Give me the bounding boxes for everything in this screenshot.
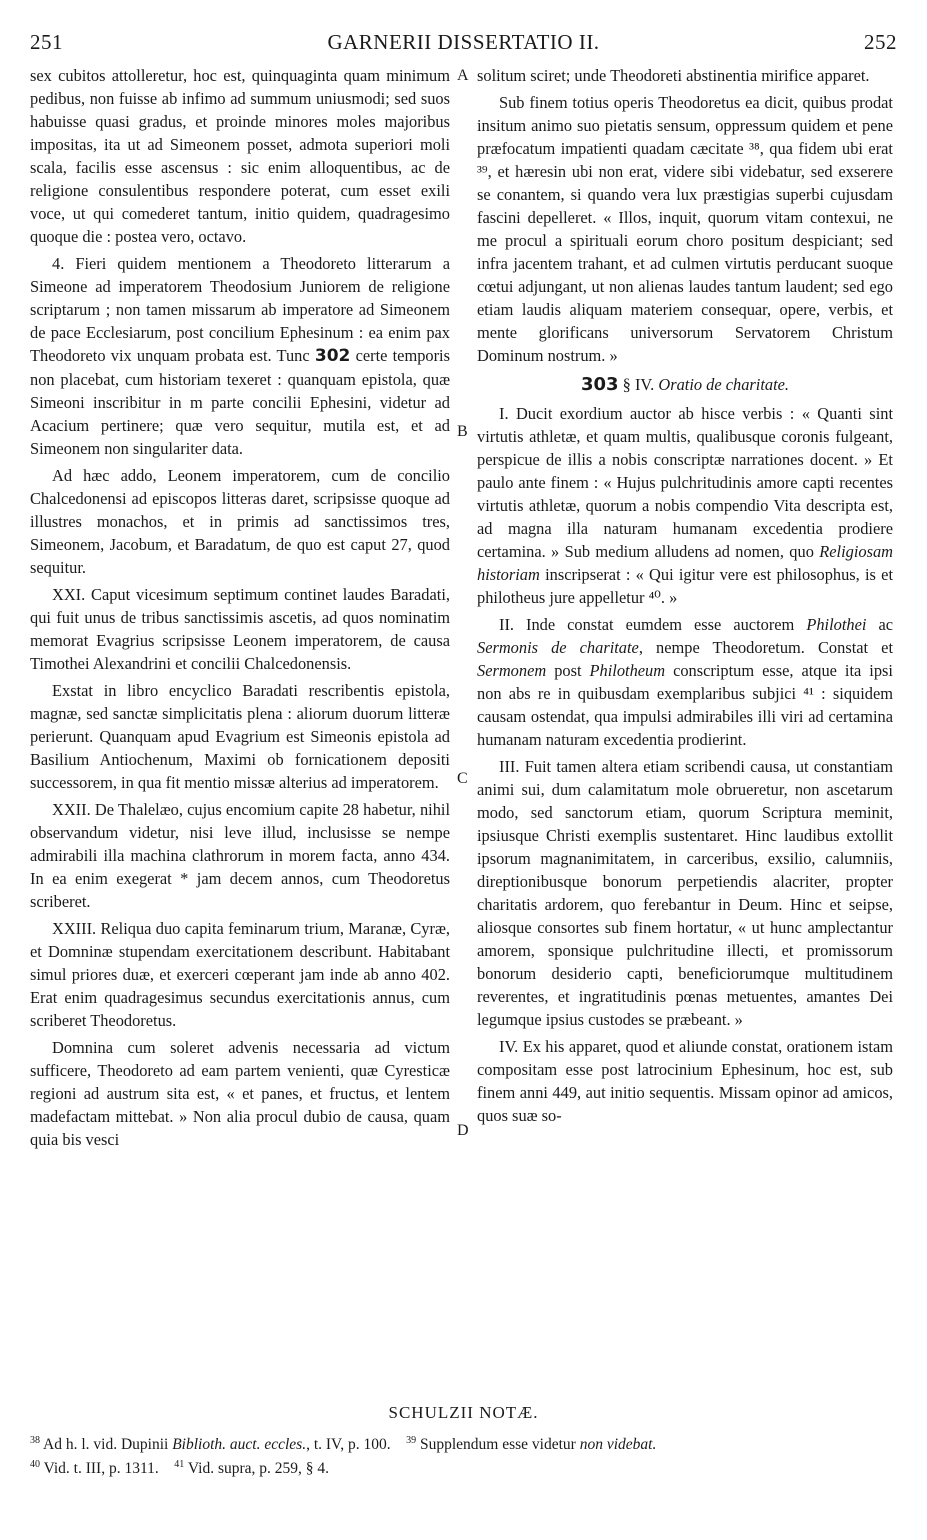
- footnote-line-2: [30, 1455, 897, 1479]
- running-header: [30, 30, 897, 64]
- footnote-41-text: Vid. supra, p. 259, § 4.: [187, 1460, 330, 1478]
- right-paragraph-2: Sub finem totius operis Theodoretus ea dicit, quibus prodat insitum animo suo pietatis sensum, oppressum quidem et pene præfocatum impatienti quadam cæcitate ³⁸, qua fidem ubi erat ³⁹, et hæresin ubi non erat, videre sibi videbatur, sed exserere se conantem, si quando vera lux præstigias superbi cujusdam fascini depelleret. « Illos, inquit, quorum vitam contexui, ne me procul a spirituali eorum choro positum despiciant; sed infra jacentem trahant, et ad culmen virtutis perducant suoque cœtui adjungant, ut non alienas laudes tantum laudent; sed ego etiam laudis aliquam materiem consequar, opere, verbis, et mente glorificans universorum Servatorem Christum Dominum nostrum. »: [477, 93, 893, 365]
- footnote-40-number: 40: [30, 1459, 40, 1471]
- right-paragraph-1: solitum sciret; unde Theodoreti abstinentia mirifice apparet.: [477, 66, 870, 85]
- footnote-38-text-a: Ad h. l. vid. Dupinii: [43, 1436, 169, 1454]
- left-paragraph-4: XXI. Caput vicesimum septimum continet laudes Baradati, qui fuit unus de tribus sanctissimis ascetis, ad quos nominatim memorat Evagrius scripsisse Leonem imperatorem, de causa Timothei Alexandrini et concilii Chalcedonensis.: [30, 585, 450, 673]
- left-paragraph-1: sex cubitos attolleretur, hoc est, quinquaginta quam minimum pedibus, non fuisse ab infimo ad summum uniusmodi; sed suos habuisse quasi gradus, et proinde minores moles majoribus impositas, ita ut ad Simeonem posset, admota superiori moli scala, facilis esse ascensus : sic enim alloquentibus, ac de religione consulentibus respondere poterat, cum esset exili voce, ut qui comederet tantum, initio quidem, quadragesimo quoque die : postea vero, octavo.: [30, 66, 450, 246]
- footnote-39-number: 39: [406, 1435, 417, 1446]
- footnote-39-italic: non videbat.: [579, 1436, 657, 1454]
- footnote-38-italic: Biblioth. auct. eccles.: [172, 1436, 307, 1454]
- left-paragraph-3: Ad hæc addo, Leonem imperatorem, cum de concilio Chalcedonensi ad episcopos litteras daret, scripsisse quoque ad illustres monachos, et in primis ad sanctissimos tres, Simeonem, Jacobum, et Baradatum, de quo est caput 27, quod sequitur.: [30, 466, 450, 577]
- right-paragraph-4: [477, 613, 893, 751]
- margin-marker-b: B: [457, 423, 468, 440]
- right-paragraph-4-text-d: post: [554, 661, 582, 680]
- right-paragraph-3-text-b: inscripserat : « Qui igitur vere est philosophus, is et philotheus jure appelletur ⁴⁰. »: [477, 565, 893, 607]
- left-paragraph-2-text-a: 4. Fieri quidem mentionem a Theodoreto litterarum a Simeone ad imperatorem Theodosium Juniorem de religione scriptarum ; non tamen missarum ab imperatore ad Simeonem de pace Ecclesiarum, post concilium Ephesinum : ea enim pax Theodoreto vix unquam probata est. Tunc: [30, 254, 450, 365]
- margin-marker-a: A: [457, 67, 469, 84]
- left-column: [30, 64, 450, 1155]
- left-paragraph-7: XXIII. Reliqua duo capita feminarum trium, Maranæ, Cyræ, et Domninæ stupendam exercitationem describunt. Habitabant simul priores duæ, et exerceri cœperant jam inde ab anno 402. Erat enim quadragesimus secundus exercitationis annus, cum scriberet Theodoretus.: [30, 919, 450, 1030]
- right-paragraph-3-italic: Religiosam historiam: [477, 542, 893, 584]
- section-symbol: § IV.: [622, 375, 655, 394]
- right-paragraph-4-text-e: conscriptum esse, atque ita ipsi non abs re in quibusdam exemplaribus subjici ⁴¹ : siquidem causam ostendat, qua impulsi admirabiles illi viri ad certamina humanam naturam excedentia prodierint.: [477, 661, 893, 749]
- right-paragraph-4-text-b: ac: [878, 615, 893, 634]
- right-paragraph-4-italic-2: Sermonis de charitate: [477, 638, 639, 657]
- footnotes: [30, 1431, 897, 1479]
- right-paragraph-3: [477, 402, 893, 609]
- right-paragraph-4-italic-4: Philotheum: [589, 661, 666, 680]
- right-paragraph-5: III. Fuit tamen altera etiam scribendi causa, ut constantiam animi sui, dum calamitatum mole obrueretur, non ascetarum modo, sed sanctorum etiam, quorum Scriptura meminit, ipsiusque Christi exemplis sustentaret. Hinc laudibus extollit ipsorum magnanimitatem, in carceribus, exsilio, calumniis, direptionibusque bonorum perpetiendis alacriter, propter charitatis ardorem, quo ferebantur in Deum. Hinc et seipse, aliosque consortes sub finem hortatur, « ut hunc amplectantur amorem, sponsique pulchritudine illecti, et promissorum bonorum desiderio capti, beneficiorumque multitudinem reverentes, et ingratitudinis pœnas metuentes, amantes Dei legumque ipsius custodes se præbeant. »: [477, 757, 893, 1029]
- page-number-right: 252: [864, 30, 897, 54]
- footnote-38-text-b: , t. IV, p. 100.: [306, 1436, 391, 1454]
- footnote-41-number: 41: [174, 1459, 185, 1471]
- left-paragraph-6: XXII. De Thalelæo, cujus encomium capite 28 habetur, nihil observandum videtur, nisi leve illud, inclusisse se nempe admirabili illa machina clathrorum in morem facta, anno 434. In ea enim exegerat * jam decem annos, cum Theodoretus scriberet.: [30, 800, 450, 911]
- margin-marker-d: D: [457, 1122, 469, 1139]
- right-paragraph-6: IV. Ex his apparet, quod et aliunde constat, orationem istam compositam esse post latrocinium Ephesinum, hoc est, sub finem anni 449, aut initio sequentis. Missam opinor ad amicos, quos suæ so-: [477, 1037, 893, 1125]
- running-title: GARNERII DISSERTATIO II.: [327, 30, 600, 54]
- column-number-302: 302: [314, 346, 351, 366]
- section-heading: [477, 373, 893, 396]
- margin-marker-c: C: [457, 770, 468, 787]
- left-paragraph-8: Domnina cum soleret advenis necessaria ad victum sufficere, Theodoreto ad eam partem venienti, quæ Cyresticæ regioni ad austrum sita est, « et panes, et fructus, et lentem madefactam mittebat. » Non alia procul dubio de causa, quam quia bis vesci: [30, 1038, 450, 1149]
- footnote-39-text: Supplendum esse videtur: [420, 1436, 576, 1454]
- footnote-line-1: [30, 1431, 897, 1455]
- right-paragraph-4-text-a: II. Inde constat eumdem esse auctorem: [499, 615, 795, 634]
- footnote-38-number: 38: [30, 1435, 40, 1446]
- right-column: [477, 64, 893, 1131]
- right-paragraph-4-italic-1: Philothei: [806, 615, 867, 634]
- left-paragraph-5: Exstat in libro encyclico Baradati rescribentis epistola, magnæ, sed sanctæ simplicitatis plena : aliorum duorum litteræ perierunt. Quanquam apud Evagrium est Simeonis epistola ad Basilium Antiochenum, Maximi ob fornicationem depositi successorem, in qua fit mentio missæ alterius ad imperatorem.: [30, 681, 450, 792]
- left-paragraph-2-text-b: certe temporis non placebat, cum historiam texeret : quanquam epistola, quæ Simeoni inscribitur in m parte concilii Ephesini, videtur ad Acacium pertinere; quæ vero sequitur, mutila est, et ad Simeonem non singulariter data.: [30, 346, 450, 458]
- left-paragraph-2: [30, 252, 450, 460]
- right-paragraph-3-text-a: I. Ducit exordium auctor ab hisce verbis : « Quanti sint virtutis athletæ, et quam multis, qualibusque coronis fulgeant, perspicue de illis a nobis conscriptæ narrationes docent. » Et paulo ante finem : « Hujus pulchritudinis amore capti recentes virtutis athletæ, quorum a nobis compendio Vita descripta est, ad magna illa naturam humanam excedentia prodiere certamina. » Sub medium alludens ad nomen, quo: [477, 404, 893, 561]
- page-number-left: 251: [30, 30, 63, 54]
- notes-title: SCHULZII NOTÆ.: [388, 1403, 539, 1422]
- footnote-40-text: Vid. t. III, p. 1311.: [43, 1460, 159, 1478]
- section-title: Oratio de charitate.: [658, 375, 790, 394]
- right-paragraph-4-italic-3: Sermonem: [477, 661, 547, 680]
- column-number-303: 303: [580, 374, 619, 395]
- right-paragraph-4-text-c: , nempe Theodoretum. Constat et: [638, 638, 893, 657]
